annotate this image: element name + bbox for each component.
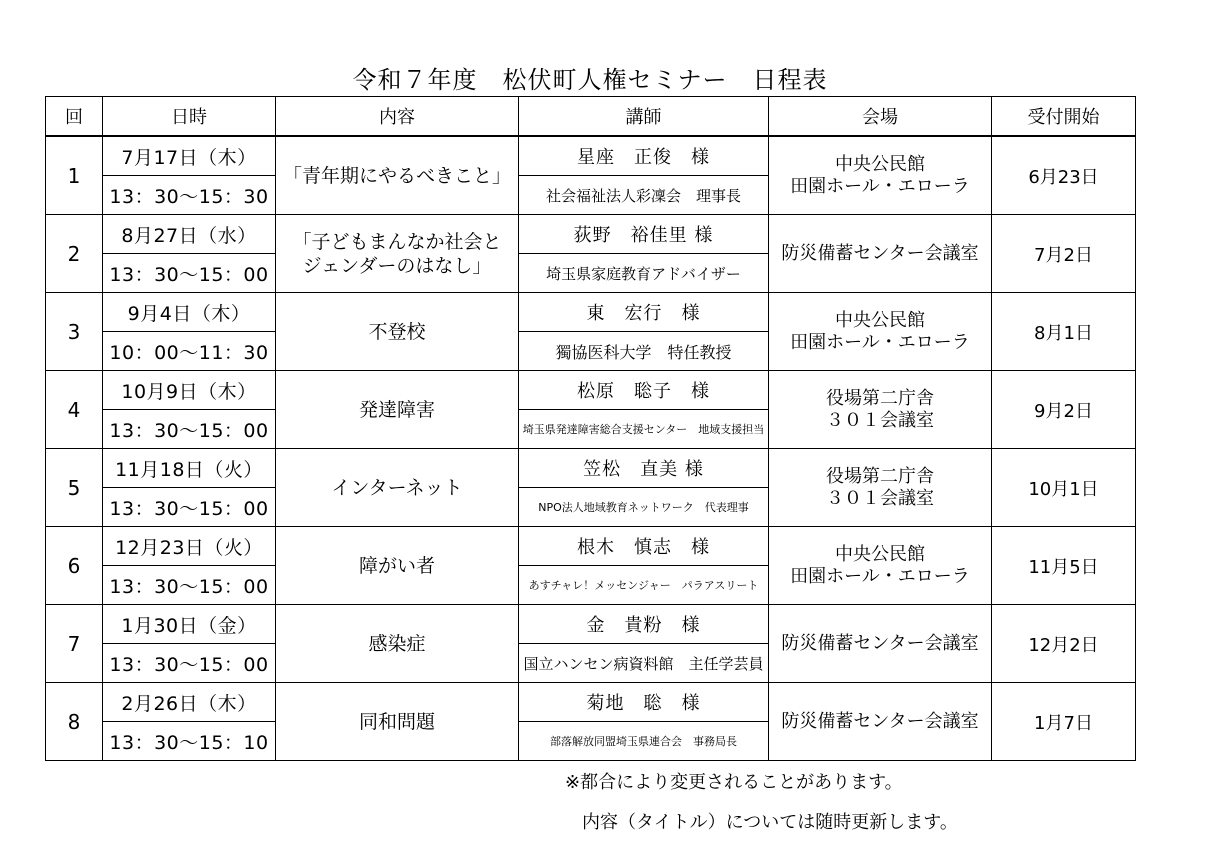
row-topic: 同和問題 xyxy=(276,683,519,761)
update-notice: 内容（タイトル）については随時更新します。 xyxy=(582,812,958,833)
row-number: 8 xyxy=(46,683,103,761)
table-row xyxy=(46,371,1136,410)
row-venue xyxy=(769,371,992,449)
table-row xyxy=(46,683,1136,722)
row-affiliation: あすチャレ！メッセンジャー パラアスリート xyxy=(519,566,769,605)
row-date: 1月30日（金） xyxy=(103,605,276,644)
header-venue: 会場 xyxy=(769,97,992,137)
row-date: 2月26日（木） xyxy=(103,683,276,722)
row-date: 12月23日（火） xyxy=(103,527,276,566)
venue-line1: 役場第二庁舎 xyxy=(826,387,934,409)
venue-line2: ３０１会議室 xyxy=(826,409,934,431)
row-topic: 感染症 xyxy=(276,605,519,683)
row-venue xyxy=(769,605,992,683)
row-lecturer: 根木 慎志 様 xyxy=(519,527,769,566)
row-venue xyxy=(769,683,992,761)
schedule-table xyxy=(45,96,1136,761)
table-row xyxy=(46,449,1136,488)
row-topic: 障がい者 xyxy=(276,527,519,605)
venue-line1: 中央公民館 xyxy=(835,543,925,565)
row-affiliation: 国立ハンセン病資料館 主任学芸員 xyxy=(519,644,769,683)
row-topic xyxy=(276,215,519,293)
table-row xyxy=(46,527,1136,566)
change-notice: ※都合により変更されることがあります。 xyxy=(565,772,903,793)
header-reception: 受付開始 xyxy=(992,97,1136,137)
page-title: 令和７年度 松伏町人権セミナー 日程表 xyxy=(352,66,828,94)
header-lecturer: 講師 xyxy=(519,97,769,137)
row-time: 10：00～11：30 xyxy=(103,332,276,371)
row-number: 3 xyxy=(46,293,103,371)
row-venue xyxy=(769,215,992,293)
table-row xyxy=(46,293,1136,332)
row-time: 13：30～15：00 xyxy=(103,410,276,449)
row-affiliation: NPO法人地域教育ネットワーク 代表理事 xyxy=(519,488,769,527)
row-reception: 12月2日 xyxy=(992,605,1136,683)
row-time: 13：30～15：10 xyxy=(103,722,276,761)
row-affiliation: 獨協医科大学 特任教授 xyxy=(519,332,769,371)
row-topic: 不登校 xyxy=(276,293,519,371)
row-lecturer: 笠松 直美 様 xyxy=(519,449,769,488)
row-lecturer: 菊地 聡 様 xyxy=(519,683,769,722)
row-time: 13：30～15：30 xyxy=(103,176,276,215)
table-row xyxy=(46,605,1136,644)
row-lecturer: 星座 正俊 様 xyxy=(519,136,769,176)
row-number: 7 xyxy=(46,605,103,683)
header-datetime: 日時 xyxy=(103,97,276,137)
row-time: 13：30～15：00 xyxy=(103,254,276,293)
topic-line1: 「子どもまんなか社会と xyxy=(292,230,502,253)
row-venue xyxy=(769,449,992,527)
row-reception: 11月5日 xyxy=(992,527,1136,605)
row-topic: 発達障害 xyxy=(276,371,519,449)
row-reception: 7月2日 xyxy=(992,215,1136,293)
header-topic: 内容 xyxy=(276,97,519,137)
row-affiliation: 部落解放同盟埼玉県連合会 事務局長 xyxy=(519,722,769,761)
row-topic: インターネット xyxy=(276,449,519,527)
row-time: 13：30～15：00 xyxy=(103,566,276,605)
row-affiliation: 埼玉県家庭教育アドバイザー xyxy=(519,254,769,293)
venue-line2: ３０１会議室 xyxy=(826,487,934,509)
header-no: 回 xyxy=(46,97,103,137)
row-number: 1 xyxy=(46,136,103,215)
row-reception: 6月23日 xyxy=(992,136,1136,215)
row-date: 11月18日（火） xyxy=(103,449,276,488)
venue-line1: 中央公民館 xyxy=(835,309,925,331)
row-lecturer: 金 貴粉 様 xyxy=(519,605,769,644)
row-venue xyxy=(769,136,992,215)
row-reception: 8月1日 xyxy=(992,293,1136,371)
row-date: 9月4日（木） xyxy=(103,293,276,332)
venue-line1: 防災備蓄センター会議室 xyxy=(781,242,979,264)
venue-line2: 田園ホール・エローラ xyxy=(790,331,970,353)
table-header-row xyxy=(46,97,1136,137)
row-reception: 10月1日 xyxy=(992,449,1136,527)
row-topic: 「青年期にやるべきこと」 xyxy=(276,136,519,215)
topic-line2: ジェンダーのはなし」 xyxy=(302,254,492,277)
row-number: 2 xyxy=(46,215,103,293)
row-date: 10月9日（木） xyxy=(103,371,276,410)
row-venue xyxy=(769,293,992,371)
row-time: 13：30～15：00 xyxy=(103,644,276,683)
venue-line2: 田園ホール・エローラ xyxy=(790,565,970,587)
venue-line2: 田園ホール・エローラ xyxy=(790,175,970,197)
table-row xyxy=(46,136,1136,176)
row-date: 8月27日（水） xyxy=(103,215,276,254)
row-affiliation: 埼玉県発達障害総合支援センター 地域支援担当 xyxy=(519,410,769,449)
table-row xyxy=(46,215,1136,254)
venue-line1: 防災備蓄センター会議室 xyxy=(781,632,979,654)
row-time: 13：30～15：00 xyxy=(103,488,276,527)
row-reception: 9月2日 xyxy=(992,371,1136,449)
venue-line1: 役場第二庁舎 xyxy=(826,465,934,487)
row-lecturer: 荻野 裕佳里 様 xyxy=(519,215,769,254)
venue-line1: 中央公民館 xyxy=(835,153,925,175)
row-lecturer: 松原 聡子 様 xyxy=(519,371,769,410)
row-number: 4 xyxy=(46,371,103,449)
row-number: 6 xyxy=(46,527,103,605)
venue-line1: 防災備蓄センター会議室 xyxy=(781,710,979,732)
row-number: 5 xyxy=(46,449,103,527)
row-date: 7月17日（木） xyxy=(103,136,276,176)
row-affiliation: 社会福祉法人彩凜会 理事長 xyxy=(519,176,769,215)
row-reception: 1月7日 xyxy=(992,683,1136,761)
row-venue xyxy=(769,527,992,605)
row-lecturer: 東 宏行 様 xyxy=(519,293,769,332)
